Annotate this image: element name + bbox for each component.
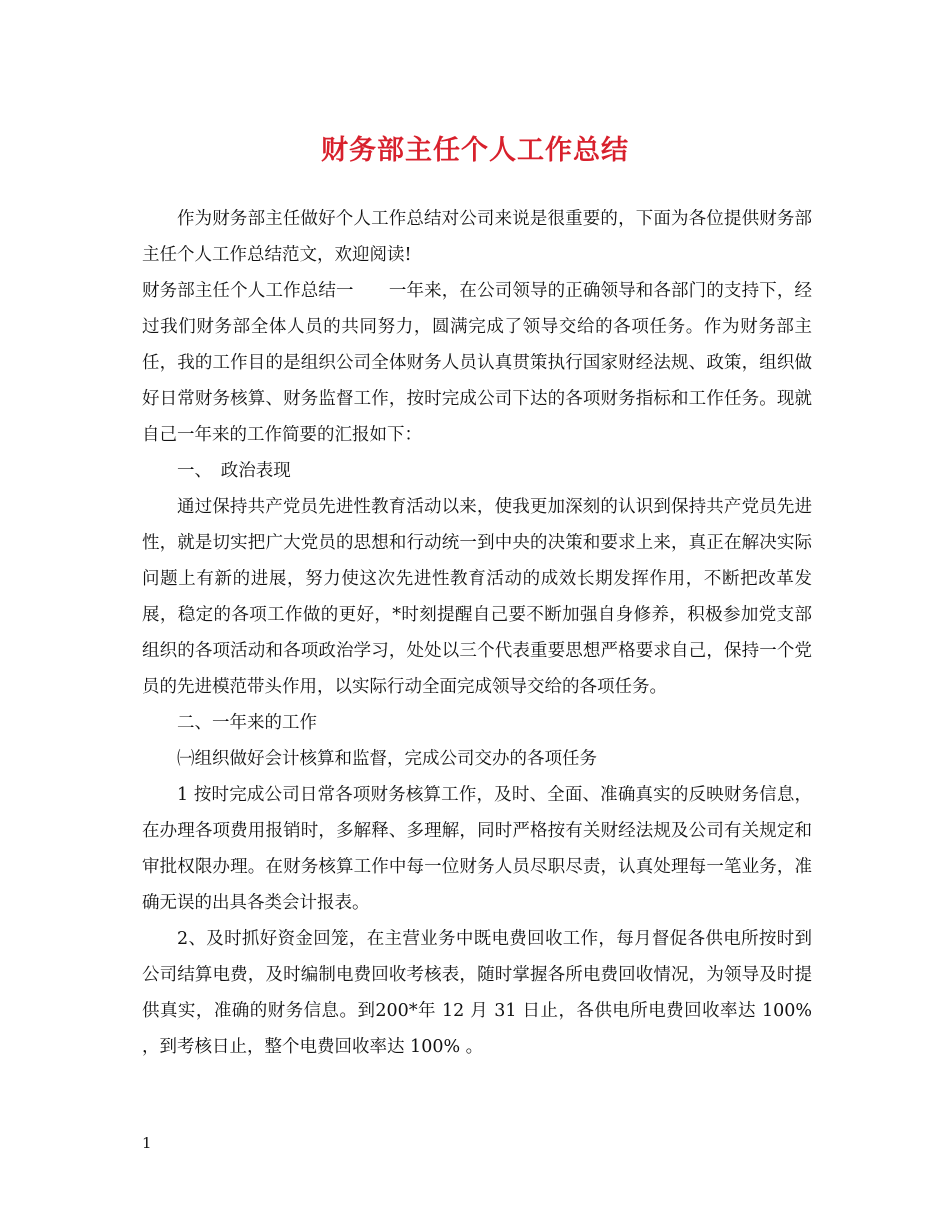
page-number: 1 (142, 1134, 152, 1152)
work-item-1-paragraph: 1 按时完成公司日常各项财务核算工作，及时、全面、准确真实的反映财务信息，在办理各项费用报销时，多解释、多理解，同时严格按有关财经法规及公司有关规定和审批权限办理。在财务核算工作中每一位财务人员尽职尽责，认真处理每一笔业务，准确无误的出具各类会计报表。 (142, 785, 812, 913)
document-body (142, 201, 812, 1065)
subsection-heading-accounting: ㈠组织做好会计核算和监督，完成公司交办的各项任务 (177, 749, 597, 769)
work-item-2-paragraph: 2、及时抓好资金回笼，在主营业务中既电费回收工作，每月督促各供电所按时到公司结算电费，及时编制电费回收考核表，随时掌握各所电费回收情况，为领导及时提供真实，准确的财务信息。到200*年 12 月 31 日止，各供电所电费回收率达 100% ，到考核日止，整个电费回收率达 100% 。 (142, 929, 812, 1057)
document-title: 财务部主任个人工作总结 (321, 135, 629, 166)
summary-one-paragraph: 财务部主任个人工作总结一 一年来，在公司领导的正确领导和各部门的支持下，经过我们财务部全体人员的共同努力，圆满完成了领导交给的各项任务。作为财务部主任，我的工作目的是组织公司全体财务人员认真贯策执行国家财经法规、政策，组织做好日常财务核算、财务监督工作，按时完成公司下达的各项财务指标和工作任务。现就自己一年来的工作简要的汇报如下： (142, 281, 812, 445)
political-paragraph: 通过保持共产党员先进性教育活动以来，使我更加深刻的认识到保持共产党员先进性，就是切实把广大党员的思想和行动统一到中央的决策和要求上来，真正在解决实际问题上有新的进展，努力使这次先进性教育活动的成效长期发挥作用，不断把改革发展，稳定的各项工作做的更好，*时刻提醒自己要不断加强自身修养，积极参加党支部组织的各项活动和各项政治学习，处处以三个代表重要思想严格要求自己，保持一个党员的先进模范带头作用，以实际行动全面完成领导交给的各项任务。 (142, 497, 812, 697)
section-heading-work: 二、一年来的工作 (177, 713, 317, 733)
section-heading-political: 一、 政治表现 (177, 461, 291, 481)
intro-paragraph: 作为财务部主任做好个人工作总结对公司来说是很重要的，下面为各位提供财务部主任个人工作总结范文，欢迎阅读! (142, 209, 812, 265)
